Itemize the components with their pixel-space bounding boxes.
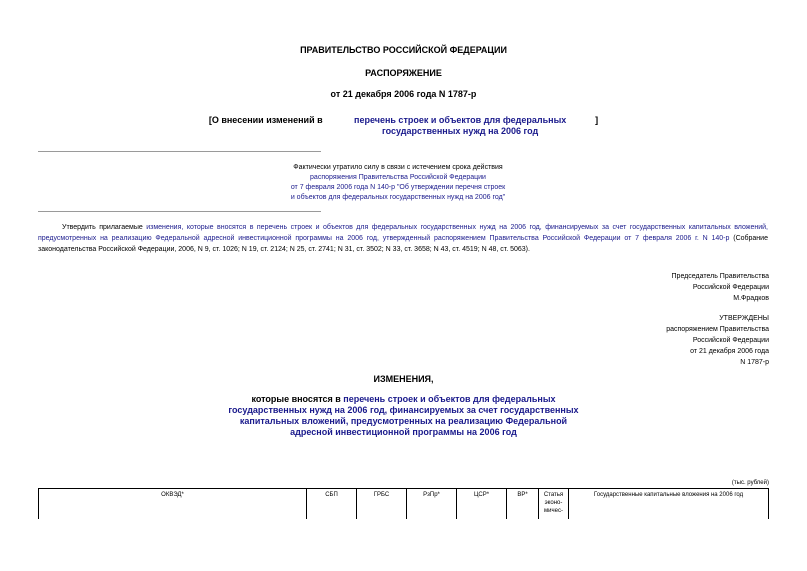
notice-link-line3[interactable]: и объектов для федеральных государственных нужд на 2006 год": [290, 194, 506, 201]
divider-top: [38, 151, 321, 152]
changes-subtitle: [0, 394, 807, 438]
notice-text: Фактически утратило силу в связи с истечением срока действия: [293, 164, 503, 171]
body-text-end: (Собрание законодательства Российской Федерации, 2006, N 9, ст. 1026; N 19, ст. 2124; N 25, ст. 2741; N 31, ст. 3502; N 33, ст. 3658; N 43, ст. 4519; N 48, ст. 5063).: [38, 235, 768, 253]
approved-number: N 1787-р: [740, 359, 769, 366]
changes-table: [38, 488, 769, 519]
document-title: [0, 115, 807, 137]
divider-bottom: [38, 211, 321, 212]
document-type: РАСПОРЯЖЕНИЕ: [365, 68, 442, 78]
approved-line3: Российской Федерации: [692, 337, 769, 344]
units-label: (тыс. рублей): [731, 480, 769, 486]
signature-block: [569, 271, 769, 304]
approved-label: УТВЕРЖДЕНЫ: [719, 315, 769, 322]
body-text-start: Утвердить прилагаемые: [62, 224, 147, 231]
approved-date: от 21 декабря 2006 года: [690, 348, 769, 355]
expiry-notice: [228, 163, 568, 203]
title-link[interactable]: перечень строек и объектов для федеральных государственных нужд на 2006 год: [354, 115, 567, 136]
col-sbp: СБП: [307, 489, 357, 520]
table-header-row: [39, 489, 769, 520]
changes-title: ИЗМЕНЕНИЯ,: [373, 374, 434, 384]
document-date-number: от 21 декабря 2006 года N 1787-р: [330, 89, 477, 99]
col-okved: ОКВЭД*: [39, 489, 307, 520]
col-investments: Государственные капитальные вложения на 2006 год: [569, 489, 769, 520]
signature-name: М.Фрадков: [733, 295, 769, 302]
signature-position: Председатель Правительства: [671, 273, 769, 280]
approved-line2: распоряжением Правительства: [666, 326, 769, 333]
order-body: [38, 222, 768, 255]
changes-link[interactable]: перечень строек и объектов для федеральных государственных нужд на 2006 год, финансируемых за счет государственных капитальных вложений, предусмотренных на реализацию Федеральной адресной инвестиционной программы на 2006 год: [228, 394, 579, 437]
col-tssr: ЦСР*: [457, 489, 507, 520]
notice-link-line1[interactable]: распоряжения Правительства Российской Федерации: [310, 174, 486, 181]
approval-block: [569, 313, 769, 368]
col-rzpr: РзПр*: [407, 489, 457, 520]
signature-country: Российской Федерации: [692, 284, 769, 291]
col-vr: ВР*: [507, 489, 539, 520]
body-changes-link[interactable]: изменения, которые вносятся в перечень строек и объектов для федеральных государственных нужд на 2006 год, финансируемых за счет государственных капитальных вложений, предусмотренных на реализацию Федеральной адресной инвестиционной программы на 2006 год, утвержденный распоряжением Правительства Российской Федерации от 7 февраля 2006 г. N 140-р: [38, 224, 768, 242]
government-name: ПРАВИТЕЛЬСТВО РОССИЙСКОЙ ФЕДЕРАЦИИ: [300, 45, 507, 55]
col-article: Статья эконо- мичес-: [539, 489, 569, 520]
title-suffix: ]: [595, 115, 599, 125]
col-grbs: ГРБС: [357, 489, 407, 520]
title-prefix: [О внесении изменений в: [208, 115, 326, 125]
notice-link-line2[interactable]: от 7 февраля 2006 года N 140-р "Об утверждении перечня строек: [290, 184, 506, 191]
changes-prefix: которые вносятся в: [251, 394, 344, 404]
